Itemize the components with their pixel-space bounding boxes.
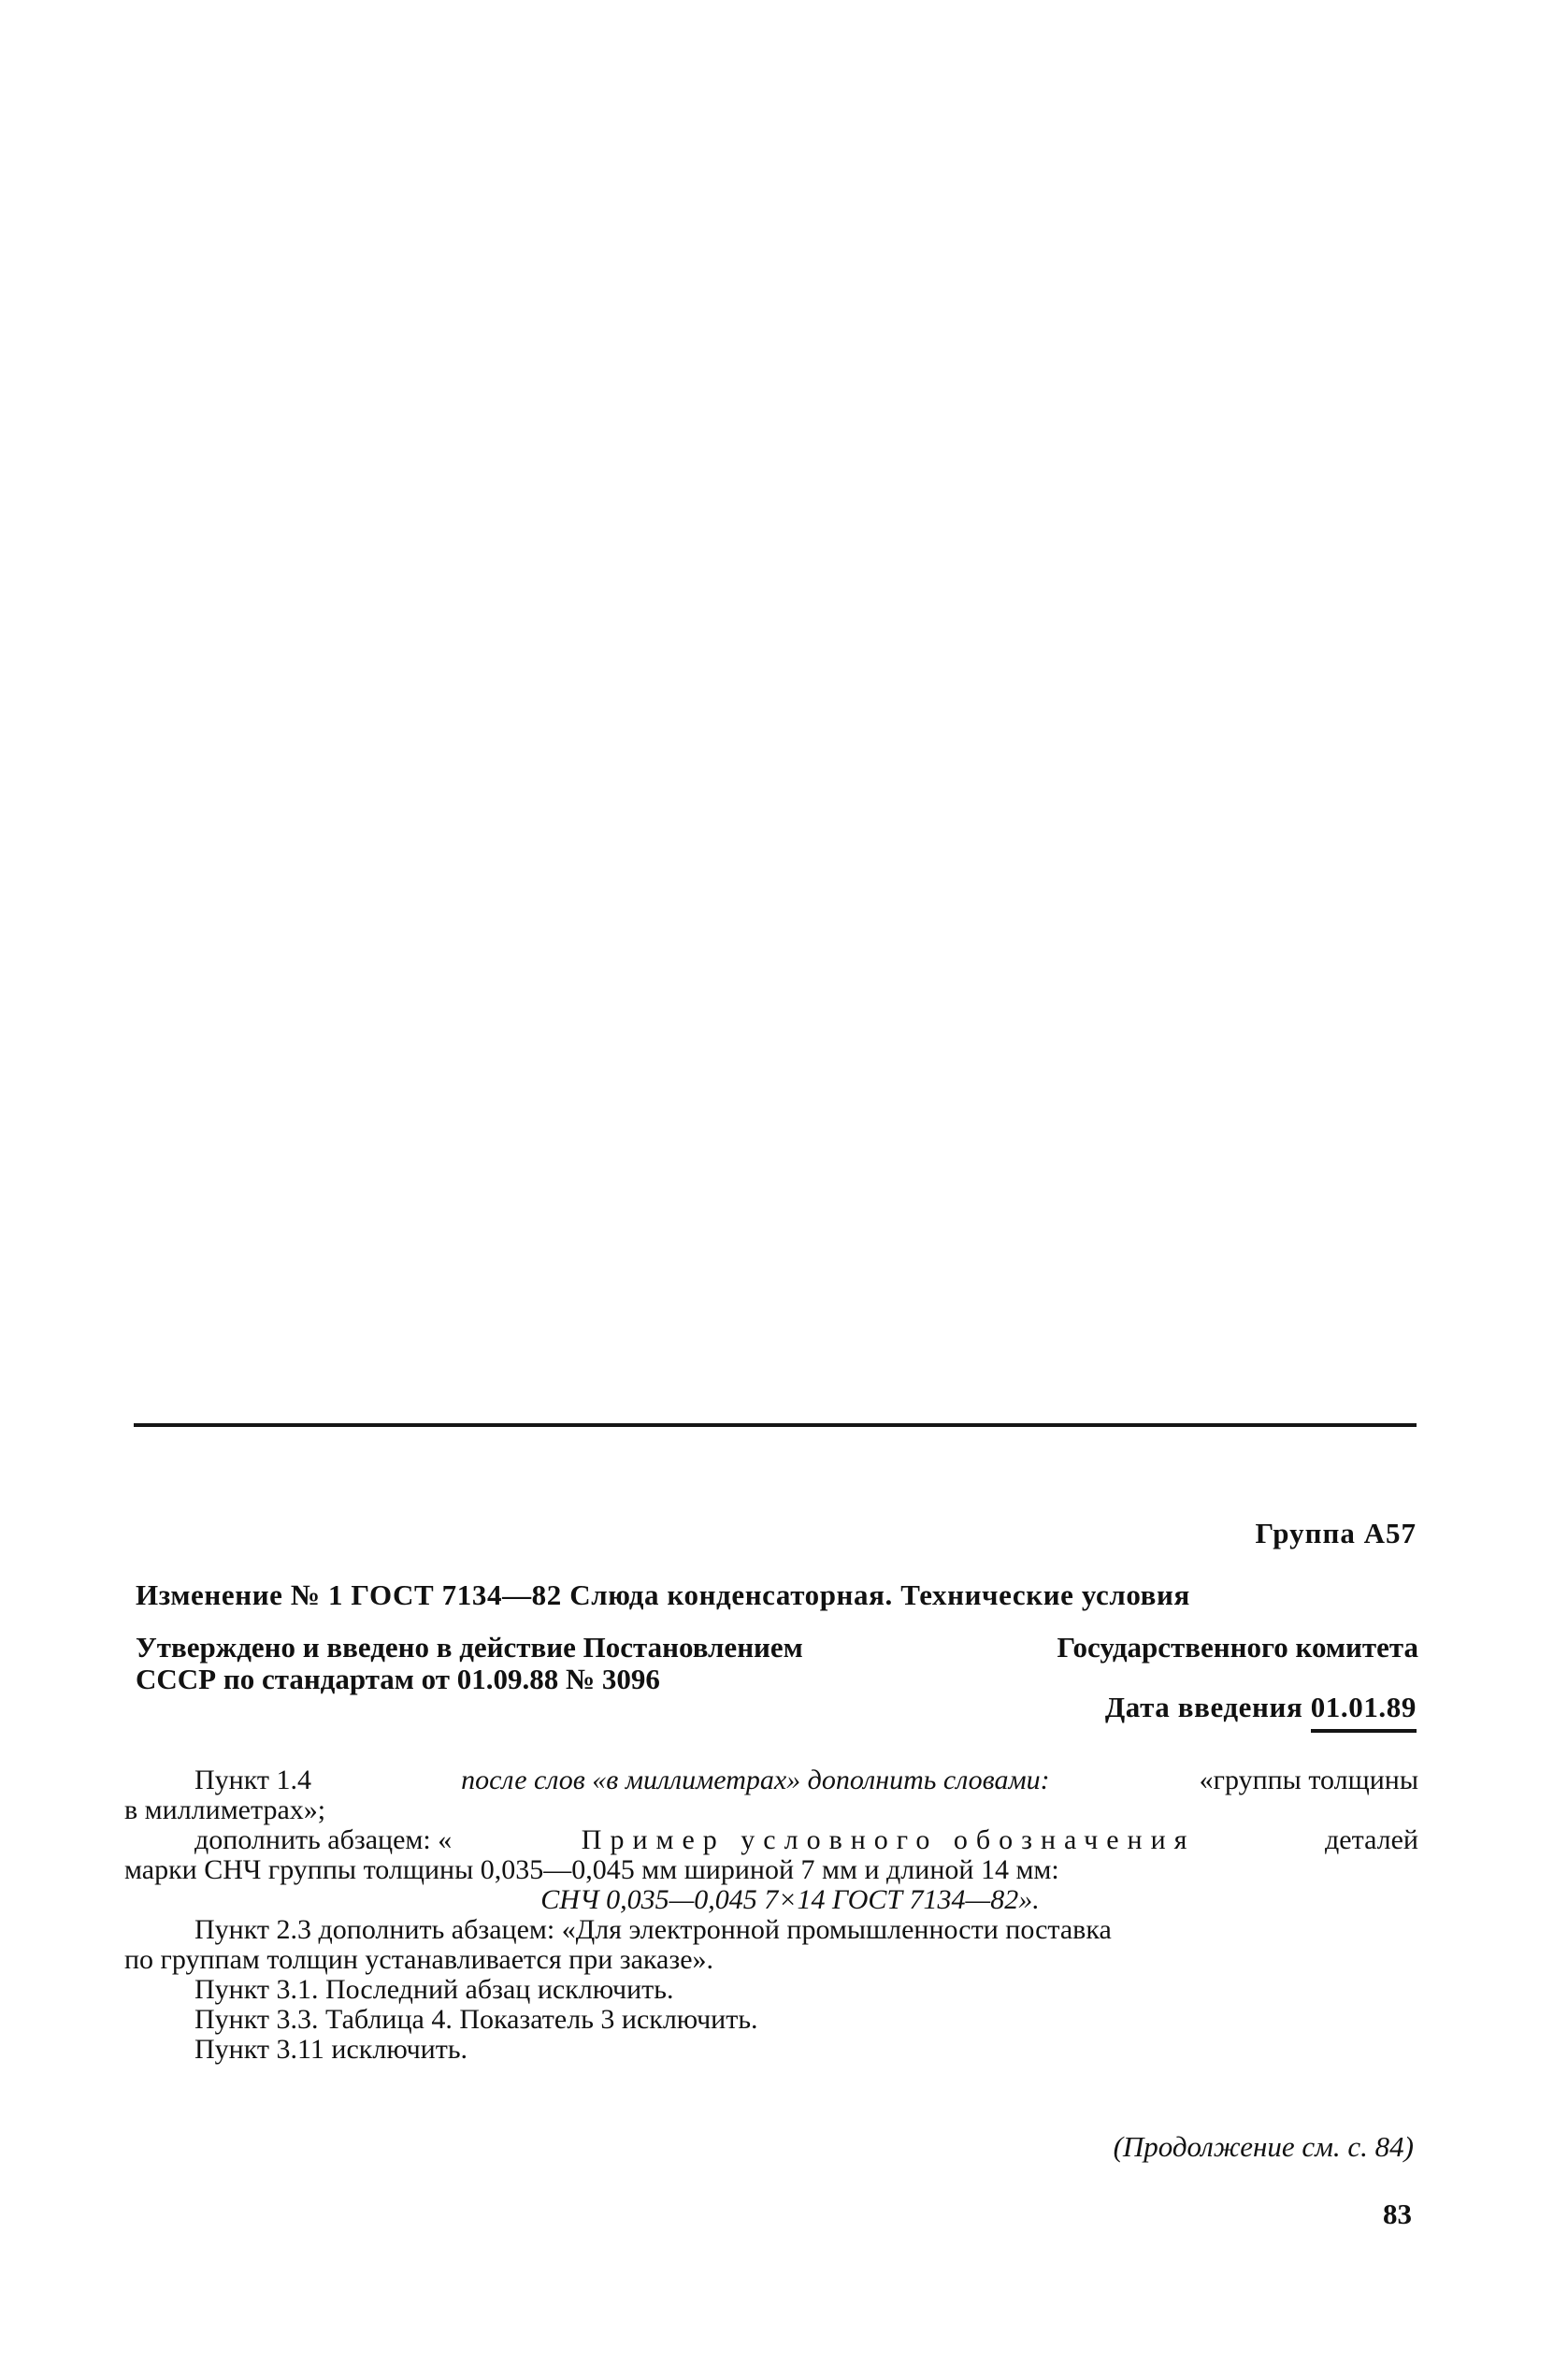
approval-line-1 — [136, 1632, 1418, 1664]
designation-example: СНЧ 0,035—0,045 7×14 ГОСТ 7134—82». — [540, 1884, 1040, 1915]
paragraph-2-line-2 — [124, 1855, 1418, 1885]
paragraph-3-line-2: по группам толщин устанавливается при заказе». — [124, 1944, 714, 1975]
amendment-body — [124, 1765, 1418, 2065]
paragraph-6: Пункт 3.11 исключить. — [194, 2034, 468, 2065]
paragraph-4: Пункт 3.1. Последний абзац исключить. — [194, 1974, 674, 2005]
paragraph-2-intro: дополнить абзацем: « — [194, 1824, 453, 1855]
top-divider — [134, 1423, 1417, 1427]
introduction-date-label: Дата введения — [1104, 1691, 1303, 1723]
paragraph-1-line-1 — [124, 1765, 1418, 1795]
paragraph-1-italic: после слов «в миллиметрах» дополнить словами: — [461, 1765, 1050, 1795]
paragraph-5: Пункт 3.3. Таблица 4. Показатель 3 исключить. — [194, 2004, 758, 2035]
approval-line-1-left: Утверждено и введено в действие Постановлением — [136, 1631, 803, 1664]
approval-line-2: СССР по стандартам от 01.09.88 № 3096 — [136, 1663, 660, 1695]
paragraph-2-spaced-heading: Пример условного обозначения — [581, 1824, 1196, 1855]
group-label: Группа А57 — [1255, 1517, 1417, 1549]
introduction-date-value: 01.01.89 — [1311, 1691, 1417, 1733]
continuation-note: (Продолжение см. с. 84) — [1113, 2130, 1414, 2163]
paragraph-1-insert: «группы толщины — [1199, 1765, 1418, 1795]
change-title: Изменение № 1 ГОСТ 7134—82 Слюда конденсаторная. Технические условия — [136, 1578, 1190, 1611]
page-number: 83 — [1383, 2197, 1412, 2230]
paragraph-3-line-1: Пункт 2.3 дополнить абзацем: «Для электронной промышленности поставка — [194, 1914, 1112, 1945]
paragraph-2-line-2-text: марки СНЧ группы толщины 0,035—0,045 мм шириной 7 мм и длиной 14 мм: — [124, 1854, 1059, 1885]
paragraph-2-end: деталей — [1325, 1824, 1418, 1855]
introduction-date — [1105, 1691, 1417, 1724]
paragraph-1-line-2: в миллиметрах»; — [124, 1794, 326, 1825]
approval-statement — [136, 1632, 1418, 1695]
paragraph-2-line-1 — [124, 1825, 1418, 1855]
approval-line-1-right: Государственного комитета — [1057, 1631, 1418, 1664]
clause-ref: Пункт 1.4 — [194, 1765, 312, 1795]
